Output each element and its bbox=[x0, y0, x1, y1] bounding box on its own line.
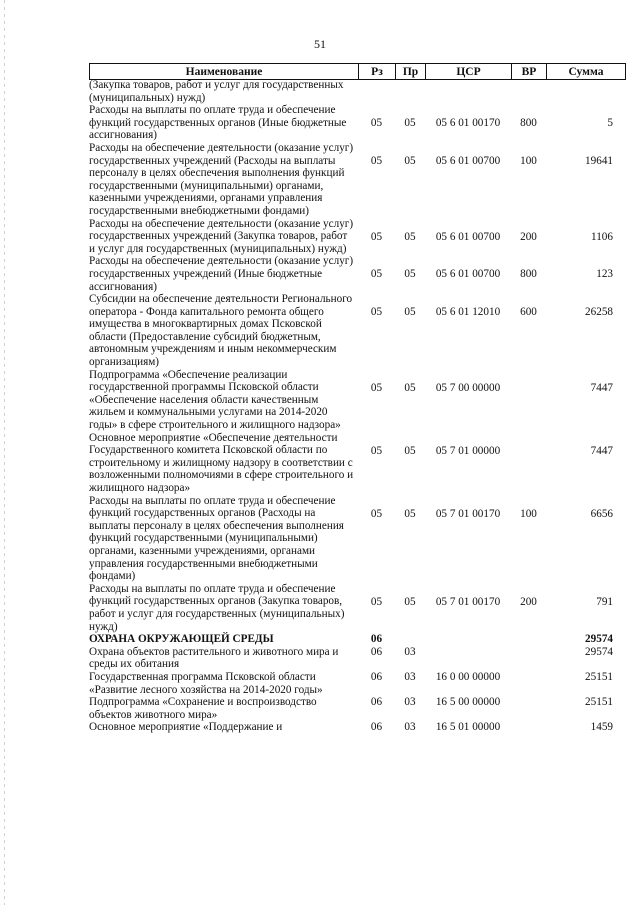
cell-sum: 29574 bbox=[585, 645, 613, 658]
cell-pr: 05 bbox=[404, 507, 416, 520]
cell-name: Охрана объектов растительного и животного мира и среды их обитания bbox=[89, 645, 339, 671]
table-row bbox=[89, 79, 625, 104]
table-row bbox=[89, 142, 625, 218]
cell-sum: 25151 bbox=[585, 670, 613, 683]
cell-name: Основное мероприятие «Обеспечение деятельности Государственного комитета Псковской области по строительному и жилищному надзору в соответствии с возложенными полномочиями в сфере строительного и жилищного надзора» bbox=[89, 431, 354, 494]
cell-name: Подпрограмма «Сохранение и воспроизводство объектов животного мира» bbox=[89, 696, 317, 721]
cell-pr bbox=[395, 633, 425, 646]
cell-sum: 25151 bbox=[585, 696, 613, 709]
table-row bbox=[89, 293, 625, 369]
cell-rz: 05 bbox=[370, 381, 383, 394]
cell-pr: 05 bbox=[404, 444, 416, 457]
cell-rz: 06 bbox=[370, 633, 383, 646]
cell-csr: 05 6 01 00700 bbox=[435, 154, 501, 167]
cell-csr bbox=[425, 633, 511, 646]
cell-sum: 26258 bbox=[585, 306, 613, 319]
cell-pr bbox=[395, 79, 425, 104]
cell-sum: 123 bbox=[596, 268, 613, 281]
cell-csr: 05 6 01 00170 bbox=[435, 117, 501, 130]
cell-vr: 100 bbox=[520, 154, 537, 167]
cell-csr: 16 0 00 00000 bbox=[435, 670, 501, 683]
cell-vr: 800 bbox=[520, 117, 537, 130]
cell-csr: 16 5 00 00000 bbox=[435, 696, 501, 709]
cell-vr: 200 bbox=[520, 595, 537, 608]
table-row bbox=[89, 104, 625, 142]
cell-sum: 7447 bbox=[590, 381, 613, 394]
header-name: Наименование bbox=[90, 64, 359, 80]
cell-pr: 03 bbox=[404, 670, 416, 683]
cell-pr: 05 bbox=[404, 381, 416, 394]
cell-csr bbox=[425, 646, 511, 671]
cell-rz: 05 bbox=[370, 268, 383, 281]
cell-vr bbox=[511, 369, 546, 432]
cell-vr: 200 bbox=[520, 230, 537, 243]
cell-sum: 5 bbox=[607, 117, 613, 130]
cell-sum: 6656 bbox=[590, 507, 613, 520]
cell-name: Расходы на обеспечение деятельности (оказание услуг) государственных учреждений (Иные бюджетные ассигнования) bbox=[89, 255, 354, 293]
cell-rz: 06 bbox=[370, 645, 383, 658]
cell-pr: 05 bbox=[404, 306, 416, 319]
cell-sum: 7447 bbox=[590, 444, 613, 457]
cell-rz: 05 bbox=[370, 444, 383, 457]
cell-pr: 05 bbox=[404, 268, 416, 281]
cell-name: Расходы на обеспечение деятельности (оказание услуг) государственных учреждений (Закупка товаров, работ и услуг для государственных (муниципальных) нужд) bbox=[89, 217, 354, 255]
header-sum: Сумма bbox=[547, 64, 626, 80]
cell-vr bbox=[511, 633, 546, 646]
table-row bbox=[89, 583, 625, 633]
cell-rz: 05 bbox=[370, 595, 383, 608]
cell-name: Основное мероприятие «Поддержание и bbox=[89, 721, 283, 734]
cell-name: Государственная программа Псковской области «Развитие лесного хозяйства на 2014-2020 годы» bbox=[89, 670, 323, 696]
cell-csr: 05 7 00 00000 bbox=[435, 381, 501, 394]
table-row bbox=[89, 369, 625, 432]
budget-table bbox=[89, 79, 625, 734]
table-row bbox=[89, 432, 625, 495]
cell-rz: 06 bbox=[370, 696, 383, 709]
scan-margin-line bbox=[4, 0, 5, 905]
cell-rz: 06 bbox=[370, 670, 383, 683]
cell-sum: 791 bbox=[596, 595, 613, 608]
cell-rz: 05 bbox=[370, 154, 383, 167]
table-row bbox=[89, 721, 625, 734]
cell-vr bbox=[511, 721, 546, 734]
cell-sum bbox=[546, 79, 625, 104]
cell-rz: 05 bbox=[370, 507, 383, 520]
cell-name: Расходы на обеспечение деятельности (оказание услуг) государственных учреждений (Расходы на выплаты персоналу в целях обеспечения выполнения функций государственными (муниципальными) органами, казенными учреждениями, органами управления государственными внебюджетными фондами) bbox=[89, 141, 354, 217]
cell-vr: 100 bbox=[520, 507, 537, 520]
cell-vr: 600 bbox=[520, 306, 537, 319]
table-header bbox=[89, 63, 626, 80]
header-vr: ВР bbox=[512, 64, 547, 80]
table-row bbox=[89, 255, 625, 293]
cell-rz: 06 bbox=[370, 721, 383, 734]
cell-pr: 03 bbox=[404, 645, 416, 658]
cell-csr: 05 7 01 00170 bbox=[435, 595, 501, 608]
cell-vr: 800 bbox=[520, 268, 537, 281]
table-row bbox=[89, 671, 625, 696]
header-rz: Рз bbox=[359, 64, 396, 80]
cell-csr: 05 6 01 12010 bbox=[435, 306, 501, 319]
cell-csr bbox=[425, 79, 511, 104]
cell-csr: 16 5 01 00000 bbox=[435, 721, 501, 734]
cell-name: ОХРАНА ОКРУЖАЮЩЕЙ СРЕДЫ bbox=[89, 633, 274, 646]
cell-vr bbox=[511, 79, 546, 104]
table-row bbox=[89, 218, 625, 256]
cell-csr: 05 6 01 00700 bbox=[435, 268, 501, 281]
cell-name: Расходы на выплаты по оплате труда и обеспечение функций государственных органов (Закупка товаров, работ и услуг для государственных (муниципальных) нужд) bbox=[89, 582, 345, 633]
cell-sum: 1106 bbox=[591, 230, 613, 243]
cell-rz: 05 bbox=[370, 306, 383, 319]
cell-pr: 05 bbox=[404, 230, 416, 243]
cell-pr: 05 bbox=[404, 154, 416, 167]
table-row bbox=[89, 646, 625, 671]
cell-rz bbox=[358, 79, 395, 104]
cell-sum: 1459 bbox=[590, 721, 613, 734]
cell-vr bbox=[511, 432, 546, 495]
cell-csr: 05 7 01 00170 bbox=[435, 507, 501, 520]
cell-csr: 05 7 01 00000 bbox=[435, 444, 501, 457]
cell-name: Расходы на выплаты по оплате труда и обеспечение функций государственных органов (Иные бюджетные ассигнования) bbox=[89, 104, 347, 142]
table-row bbox=[89, 633, 625, 646]
cell-rz: 05 bbox=[370, 230, 383, 243]
cell-name: (Закупка товаров, работ и услуг для государственных (муниципальных) нужд) bbox=[89, 79, 344, 104]
cell-name: Подпрограмма «Обеспечение реализации государственной программы Псковской области «Обеспечение населения области качественным жильем и коммунальными услугами на 2014-2020 годы» в сфере строительного и жилищного надзора» bbox=[89, 368, 341, 432]
page-number: 51 bbox=[314, 37, 326, 51]
header-pr: Пр bbox=[396, 64, 426, 80]
cell-name: Расходы на выплаты по оплате труда и обеспечение функций государственных органов (Расходы на выплаты персоналу в целях обеспечения выполнения функций государственными (муниципальными) органами, казенными учреждениями, органами управления государственными внебюджетными фондами) bbox=[89, 494, 344, 583]
cell-pr: 05 bbox=[404, 595, 416, 608]
cell-sum: 19641 bbox=[585, 154, 613, 167]
cell-vr bbox=[511, 696, 546, 721]
cell-rz: 05 bbox=[370, 117, 383, 130]
cell-csr: 05 6 01 00700 bbox=[435, 230, 501, 243]
cell-vr bbox=[511, 671, 546, 696]
cell-vr bbox=[511, 646, 546, 671]
cell-pr: 03 bbox=[404, 721, 416, 734]
cell-pr: 05 bbox=[404, 117, 416, 130]
header-csr: ЦСР bbox=[426, 64, 512, 80]
cell-name: Субсидии на обеспечение деятельности Регионального оператора - Фонда капитального ремонта общего имущества в многоквартирных домах Псковской области (Предоставление субсидий бюджетным, автономным учреждениям и иным некоммерческим организациям) bbox=[89, 293, 353, 369]
cell-pr: 03 bbox=[404, 696, 416, 709]
cell-sum: 29574 bbox=[585, 633, 613, 646]
table-row bbox=[89, 495, 625, 583]
table-row bbox=[89, 696, 625, 721]
